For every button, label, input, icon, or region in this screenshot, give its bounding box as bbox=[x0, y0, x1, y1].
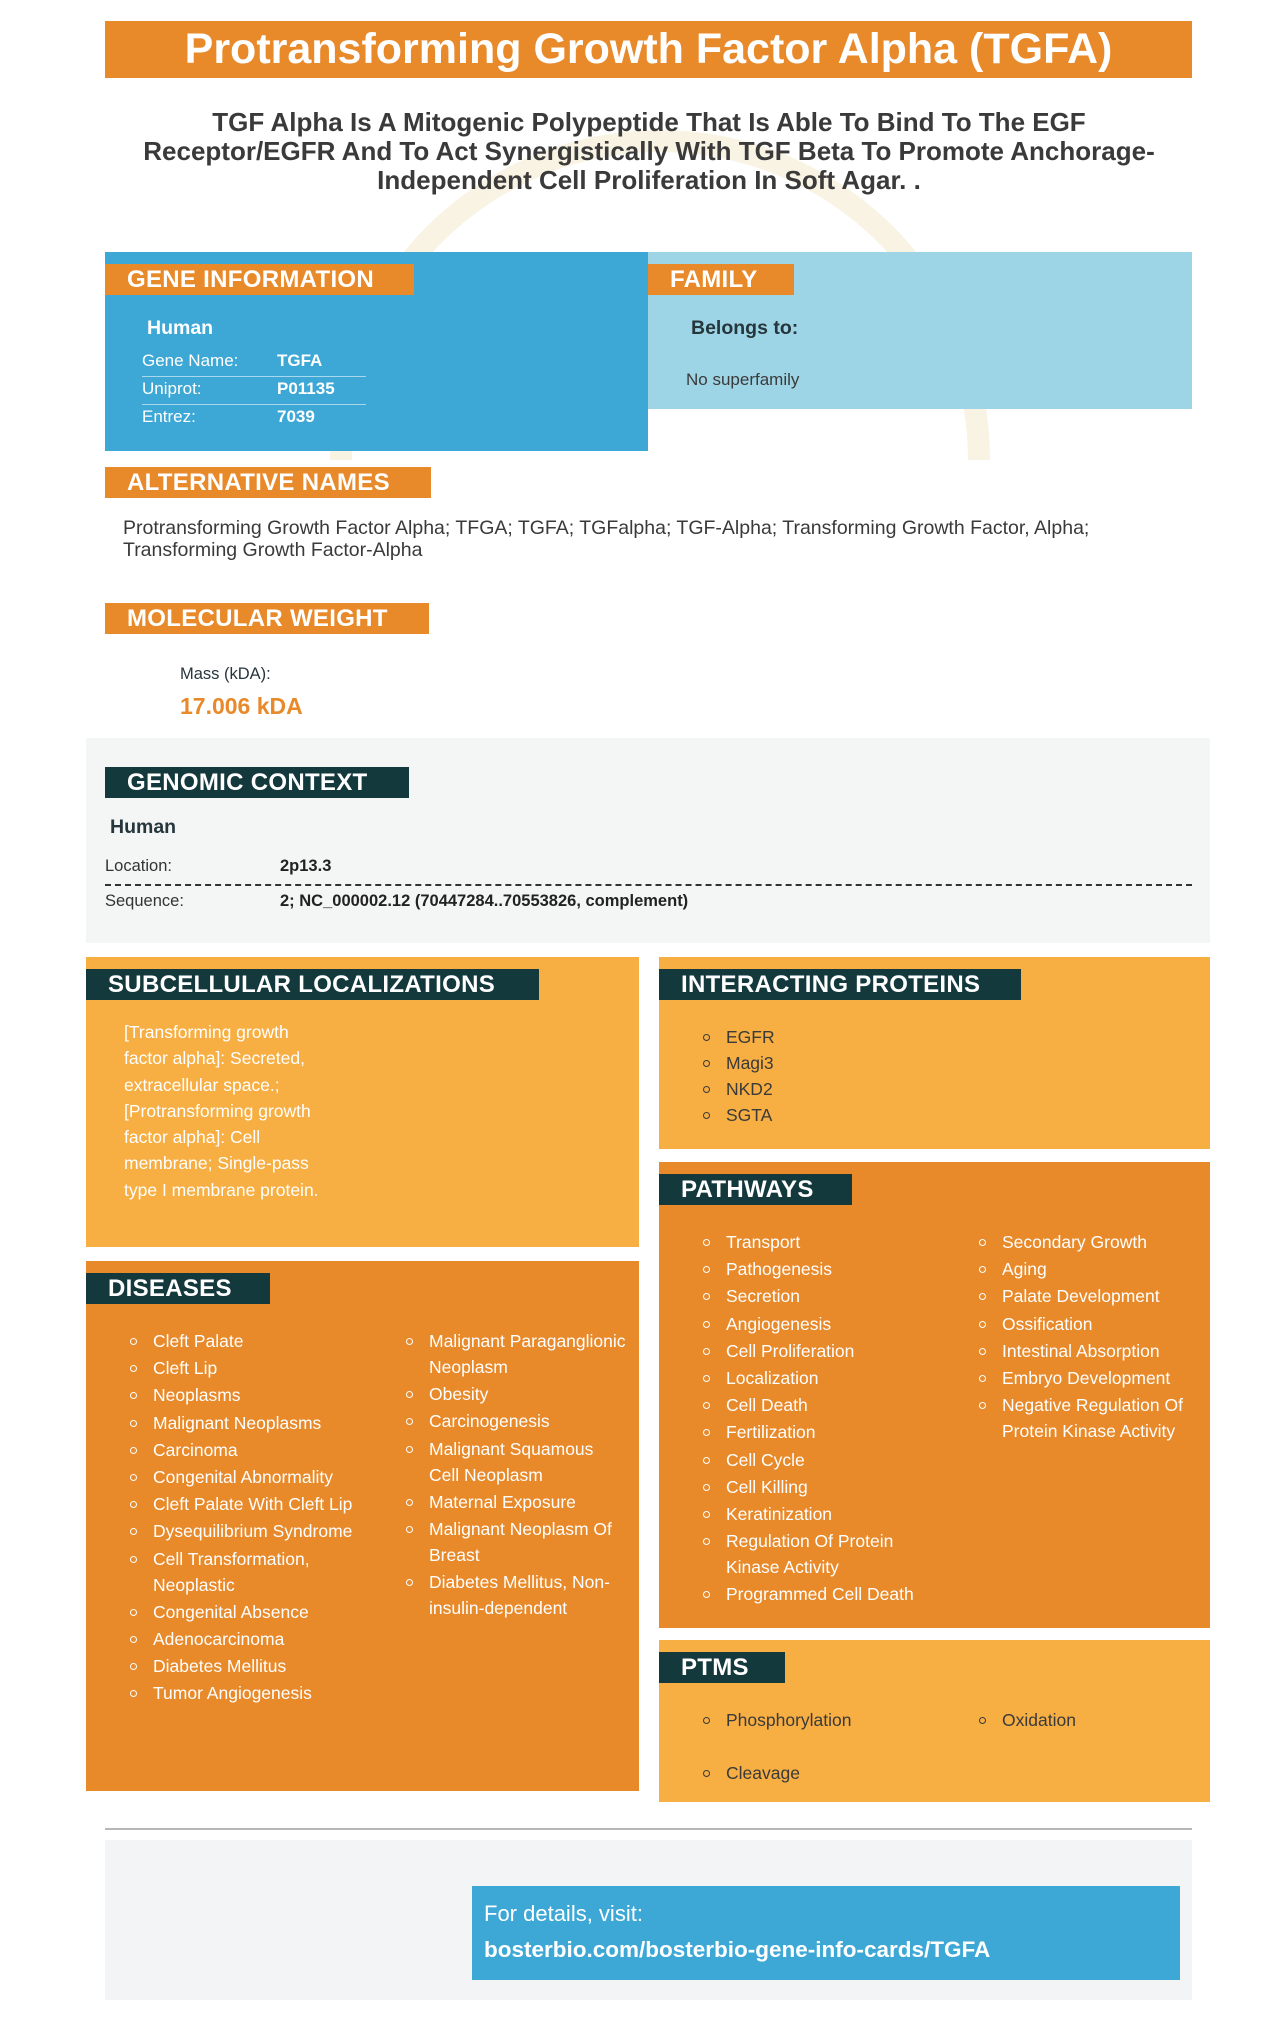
list-item: Malignant Neoplasm Of Breast bbox=[404, 1516, 626, 1568]
list-item: Tumor Angiogenesis bbox=[128, 1680, 360, 1706]
subcellular-text bbox=[124, 1019, 319, 1203]
list-item: Congenital Absence bbox=[128, 1599, 360, 1625]
list-item: Magi3 bbox=[701, 1050, 1181, 1076]
subcellular-localizations-panel bbox=[86, 957, 639, 1247]
family-value: No superfamily bbox=[686, 370, 800, 389]
molecular-weight-heading: MOLECULAR WEIGHT bbox=[105, 603, 429, 634]
list-item: Regulation Of Protein Kinase Activity bbox=[701, 1528, 941, 1580]
list-item: Cell Death bbox=[701, 1392, 941, 1418]
details-callout bbox=[472, 1886, 1180, 1980]
list-item: Fertilization bbox=[701, 1419, 941, 1445]
gene-information-panel bbox=[105, 252, 648, 451]
sequence-label: Sequence: bbox=[105, 892, 184, 910]
pathways-panel bbox=[659, 1162, 1210, 1628]
subcellular-line: [Transforming growth bbox=[124, 1022, 289, 1042]
list-item: Secondary Growth bbox=[977, 1229, 1199, 1255]
list-item: Maternal Exposure bbox=[404, 1489, 626, 1515]
footer-divider bbox=[105, 1828, 1192, 1830]
sequence-value: 2; NC_000002.12 (70447284..70553826, complement) bbox=[280, 892, 689, 910]
diseases-list-col1 bbox=[128, 1328, 360, 1707]
list-item: SGTA bbox=[701, 1102, 1181, 1128]
list-item: Dysequilibrium Syndrome bbox=[128, 1518, 360, 1544]
list-item: Carcinogenesis bbox=[404, 1408, 626, 1434]
list-item: Secretion bbox=[701, 1283, 941, 1309]
page-title: Protransforming Growth Factor Alpha (TGFA) bbox=[105, 21, 1192, 78]
gene-name-value: TGFA bbox=[277, 351, 323, 370]
ptms-list-col1 bbox=[701, 1707, 941, 1786]
ptms-list-col2 bbox=[977, 1707, 1199, 1733]
gene-information-heading: GENE INFORMATION bbox=[105, 264, 414, 295]
diseases-panel bbox=[86, 1261, 639, 1791]
diseases-heading: DISEASES bbox=[86, 1273, 270, 1304]
details-link[interactable]: bosterbio.com/bosterbio-gene-info-cards/TGFA bbox=[484, 1937, 991, 1962]
list-item: Pathogenesis bbox=[701, 1256, 941, 1282]
subcellular-line: factor alpha]: Cell bbox=[124, 1127, 261, 1148]
subcellular-line: factor alpha]: Secreted, bbox=[124, 1048, 305, 1069]
location-label: Location: bbox=[105, 857, 172, 875]
alternative-names-text: Protransforming Growth Factor Alpha; TFGA; TGFA; TGFalpha; TGF-Alpha; Transforming Growth Factor, Alpha; Transforming Growth Factor-Alpha bbox=[123, 517, 1090, 561]
gene-row-divider bbox=[142, 404, 366, 405]
subcellular-line: membrane; Single-pass bbox=[124, 1153, 309, 1174]
details-label: For details, visit: bbox=[484, 1901, 643, 1926]
uniprot-label: Uniprot: bbox=[142, 379, 202, 398]
list-item: Cleft Palate With Cleft Lip bbox=[128, 1491, 360, 1517]
subcellular-line: type I membrane protein. bbox=[124, 1179, 319, 1200]
diseases-list-col2 bbox=[404, 1328, 626, 1622]
list-item: NKD2 bbox=[701, 1076, 1181, 1102]
interacting-proteins-list bbox=[701, 1024, 1181, 1128]
list-item: Programmed Cell Death bbox=[701, 1581, 941, 1607]
list-item: Cleft Palate bbox=[128, 1328, 360, 1354]
alternative-names-heading: ALTERNATIVE NAMES bbox=[105, 467, 431, 498]
list-item: Keratinization bbox=[701, 1501, 941, 1527]
gene-row-divider bbox=[142, 376, 366, 377]
list-item: Cell Killing bbox=[701, 1474, 941, 1500]
list-item: Diabetes Mellitus bbox=[128, 1653, 360, 1679]
list-item: Intestinal Absorption bbox=[977, 1338, 1199, 1364]
location-value: 2p13.3 bbox=[280, 857, 332, 875]
subcellular-line: [Protransforming growth bbox=[124, 1100, 311, 1121]
list-item: Transport bbox=[701, 1229, 941, 1255]
list-item: Malignant Squamous Cell Neoplasm bbox=[404, 1436, 626, 1488]
list-item: Carcinoma bbox=[128, 1437, 360, 1463]
list-item: Embryo Development bbox=[977, 1365, 1199, 1391]
list-item: Adenocarcinoma bbox=[128, 1626, 360, 1652]
list-item: Cell Cycle bbox=[701, 1447, 941, 1473]
ptms-panel bbox=[659, 1640, 1210, 1802]
gene-species: Human bbox=[147, 317, 214, 339]
list-item: Cleft Lip bbox=[128, 1355, 360, 1381]
list-item: Ossification bbox=[977, 1311, 1199, 1337]
list-item: Malignant Paraganglionic Neoplasm bbox=[404, 1328, 626, 1380]
family-belongs-label: Belongs to: bbox=[691, 317, 799, 339]
list-item: Cell Proliferation bbox=[701, 1338, 941, 1364]
list-item: Aging bbox=[977, 1256, 1199, 1282]
list-item: Neoplasms bbox=[128, 1382, 360, 1408]
interacting-proteins-panel bbox=[659, 957, 1210, 1149]
family-panel bbox=[648, 252, 1192, 409]
pathways-list-col1 bbox=[701, 1229, 941, 1608]
list-item: Oxidation bbox=[977, 1707, 1199, 1733]
interacting-proteins-heading: INTERACTING PROTEINS bbox=[659, 969, 1021, 1000]
list-item: Cell Transformation, Neoplastic bbox=[128, 1546, 360, 1598]
genomic-species: Human bbox=[110, 816, 177, 838]
gene-name-label: Gene Name: bbox=[142, 351, 239, 370]
list-item: Malignant Neoplasms bbox=[128, 1410, 360, 1436]
mass-value: 17.006 kDA bbox=[180, 693, 303, 719]
entrez-label: Entrez: bbox=[142, 407, 196, 426]
family-heading: FAMILY bbox=[648, 264, 794, 295]
mass-label: Mass (kDA): bbox=[180, 665, 271, 683]
uniprot-value: P01135 bbox=[277, 379, 335, 398]
list-item: EGFR bbox=[701, 1024, 1181, 1050]
pathways-heading: PATHWAYS bbox=[659, 1174, 852, 1205]
list-item: Angiogenesis bbox=[701, 1311, 941, 1337]
list-item: Palate Development bbox=[977, 1283, 1199, 1309]
list-item: Phosphorylation bbox=[701, 1707, 941, 1733]
subcellular-line: extracellular space.; bbox=[124, 1074, 280, 1095]
list-item: Negative Regulation Of Protein Kinase Activity bbox=[977, 1392, 1199, 1444]
list-item: Congenital Abnormality bbox=[128, 1464, 360, 1490]
list-item: Localization bbox=[701, 1365, 941, 1391]
genomic-context-heading: GENOMIC CONTEXT bbox=[105, 767, 409, 798]
entrez-value: 7039 bbox=[277, 407, 315, 426]
ptms-heading: PTMS bbox=[659, 1652, 785, 1683]
list-item: Cleavage bbox=[701, 1760, 941, 1786]
page-subtitle: TGF Alpha Is A Mitogenic Polypeptide That Is Able To Bind To The EGF Receptor/EGFR And To Act Synergistically With TGF Beta To Promote Anchorage-Independent Cell Proliferation In Soft Agar. . bbox=[143, 107, 1155, 195]
genomic-divider bbox=[105, 884, 1192, 886]
list-item: Obesity bbox=[404, 1381, 626, 1407]
pathways-list-col2 bbox=[977, 1229, 1199, 1445]
subcellular-heading: SUBCELLULAR LOCALIZATIONS bbox=[86, 969, 539, 1000]
list-item: Diabetes Mellitus, Non-insulin-dependent bbox=[404, 1569, 626, 1621]
genomic-context-panel bbox=[86, 738, 1210, 943]
